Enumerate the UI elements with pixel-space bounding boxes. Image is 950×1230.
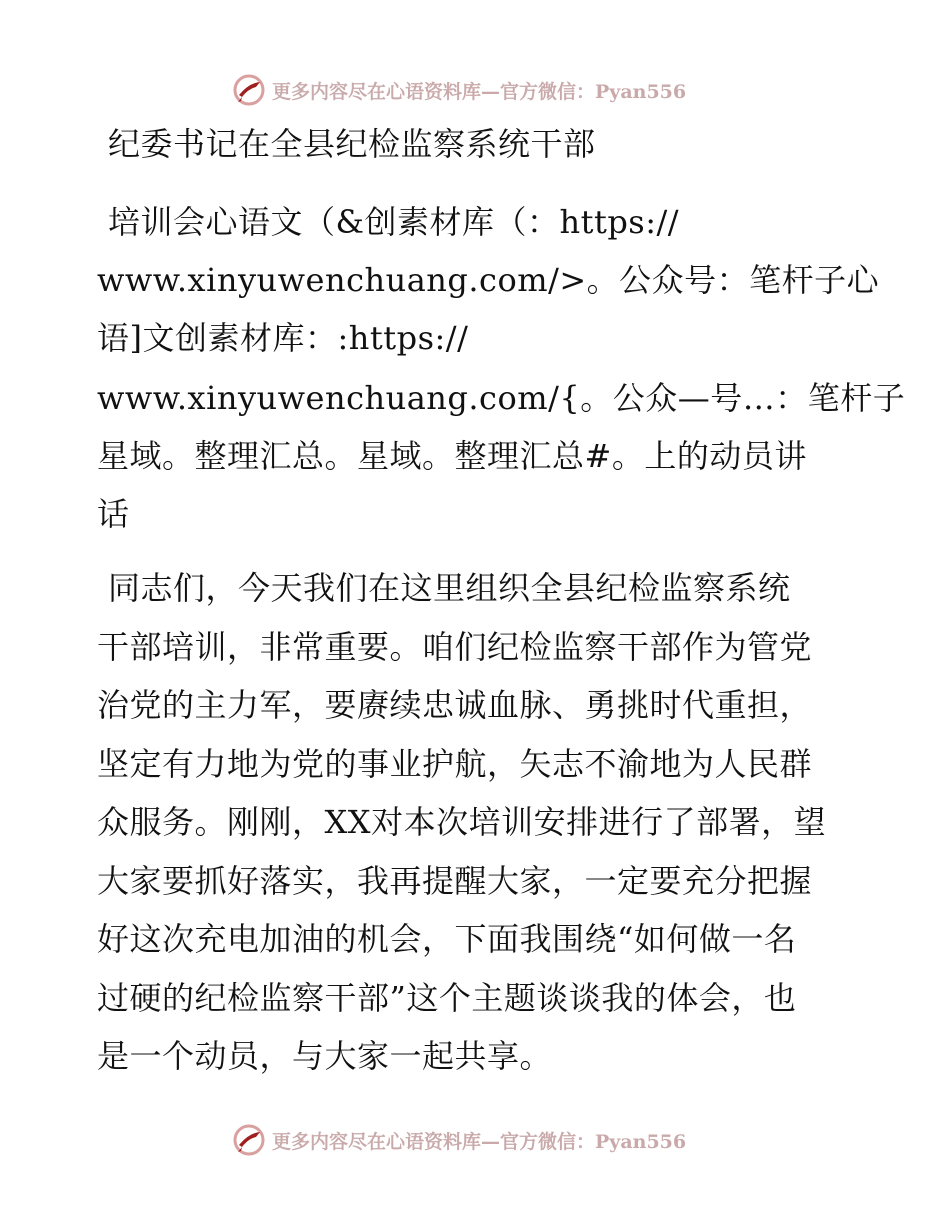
subtitle-line-6: 话 bbox=[97, 495, 130, 533]
pen-logo-icon bbox=[232, 1123, 266, 1157]
body-line-8: 过硬的纪检监察干部”这个主题谈谈我的体会，也 bbox=[97, 979, 797, 1017]
subtitle-line-4: www.xinyuwenchuang.com/{。公众—号…：笔杆子 bbox=[97, 379, 906, 417]
subtitle-line-3: 语]文创素材库：:https:// bbox=[97, 319, 469, 357]
subtitle-line-5: 星域。整理汇总。星域。整理汇总#。上的动员讲 bbox=[97, 437, 807, 475]
footer-banner bbox=[232, 1122, 686, 1158]
body-line-1: 同志们，今天我们在这里组织全县纪检监察系统 bbox=[108, 569, 791, 607]
header-banner bbox=[232, 72, 686, 108]
body-line-9: 是一个动员，与大家一起共享。 bbox=[97, 1037, 553, 1075]
body-line-6: 大家要抓好落实，我再提醒大家，一定要充分把握 bbox=[97, 862, 813, 900]
document-title-line-1: 纪委书记在全县纪检监察系统干部 bbox=[108, 125, 596, 163]
body-line-3: 治党的主力军，要赓续忠诚血脉、勇挑时代重担， bbox=[97, 686, 813, 724]
body-line-5: 众服务。刚刚，XX对本次培训安排进行了部署，望 bbox=[97, 803, 827, 841]
subtitle-line-2: www.xinyuwenchuang.com/>。公众号：笔杆子心 bbox=[97, 261, 880, 299]
pen-logo-icon bbox=[232, 73, 266, 107]
subtitle-line-1: 培训会心语文（&创素材库（：https:// bbox=[108, 203, 680, 241]
body-line-7: 好这次充电加油的机会，下面我围绕“如何做一名 bbox=[97, 920, 797, 958]
footer-banner-text: 更多内容尽在心语资料库—官方微信：Pyan556 bbox=[272, 1130, 687, 1153]
header-banner-text: 更多内容尽在心语资料库—官方微信：Pyan556 bbox=[272, 80, 687, 103]
body-line-4: 坚定有力地为党的事业护航，矢志不渝地为人民群 bbox=[97, 745, 813, 783]
body-line-2: 干部培训，非常重要。咱们纪检监察干部作为管党 bbox=[97, 628, 813, 666]
